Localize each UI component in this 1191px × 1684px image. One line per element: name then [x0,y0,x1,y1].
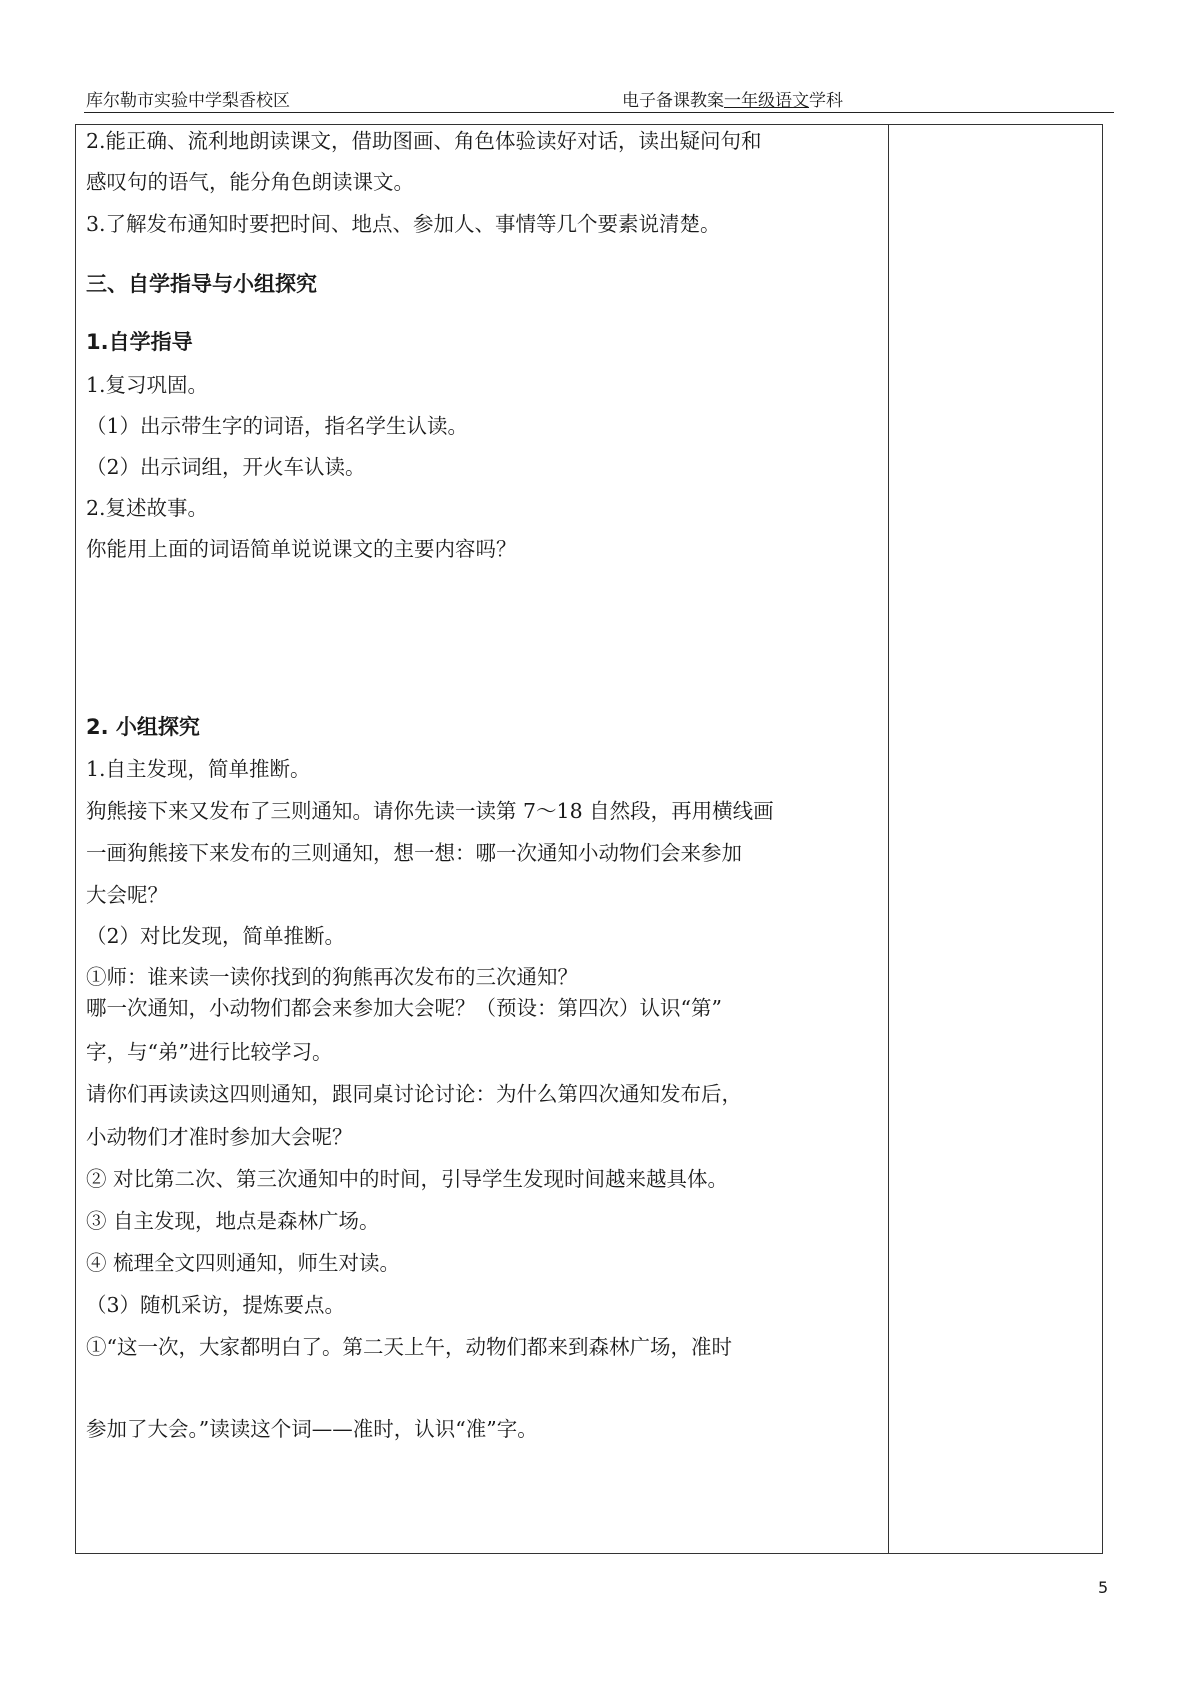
text-line: （3）随机采访，提炼要点。 [86,1293,346,1317]
text-line: ①“这一次，大家都明白了。第二天上午，动物们都来到森林广场，准时 [86,1335,732,1359]
text-line: 哪一次通知，小动物们都会来参加大会呢？（预设：第四次）认识“第” [86,996,722,1020]
text-line: 参加了大会。”读读这个词——准时，认识“准”字。 [86,1417,538,1441]
section-heading: 三、自学指导与小组探究 [86,272,317,296]
text-line: （2）出示词组，开火车认读。 [86,455,366,479]
page-number: 5 [1098,1578,1109,1597]
column-divider [888,125,889,1553]
text-line: ④ 梳理全文四则通知，师生对读。 [86,1251,401,1275]
subsection-heading: 1.自学指导 [86,330,193,354]
text-line: 狗熊接下来又发布了三则通知。请你先读一读第 7～18 自然段，再用横线画 [86,799,774,823]
text-line: （1）出示带生字的词语，指名学生认读。 [86,414,469,438]
text-line: 大会呢？ [86,883,168,907]
text-line: 3.了解发布通知时要把时间、地点、参加人、事情等几个要素说清楚。 [86,212,721,236]
page-header [84,86,1114,113]
lesson-table [75,124,1103,1554]
course-title: 电子备课教案一年级语文学科 [622,91,843,111]
text-line: 2.复述故事。 [86,496,209,520]
text-line: ③ 自主发现，地点是森林广场。 [86,1209,380,1233]
lesson-content-cell [86,125,886,1553]
text-line: （2）对比发现，简单推断。 [86,924,346,948]
text-line: 请你们再读读这四则通知，跟同桌讨论讨论：为什么第四次通知发布后， [86,1082,742,1106]
text-line: ② 对比第二次、第三次通知中的时间，引导学生发现时间越来越具体。 [86,1167,729,1191]
school-name: 库尔勒市实验中学梨香校区 [86,91,290,111]
subsection-heading: 2. 小组探究 [86,715,200,739]
text-line: 一画狗熊接下来发布的三则通知，想一想：哪一次通知小动物们会来参加 [86,841,742,865]
text-line: 1.复习巩固。 [86,373,209,397]
text-line: 感叹句的语气，能分角色朗读课文。 [86,170,414,194]
text-line: 2.能正确、流利地朗读课文，借助图画、角色体验读好对话，读出疑问句和 [86,129,762,153]
text-line: 你能用上面的词语简单说说课文的主要内容吗？ [86,537,517,561]
text-line: ①师：谁来读一读你找到的狗熊再次发布的三次通知？ [86,965,578,989]
text-line: 1.自主发现，简单推断。 [86,757,311,781]
text-line: 小动物们才准时参加大会呢？ [86,1125,353,1149]
text-line: 字，与“弟”进行比较学习。 [86,1040,333,1064]
